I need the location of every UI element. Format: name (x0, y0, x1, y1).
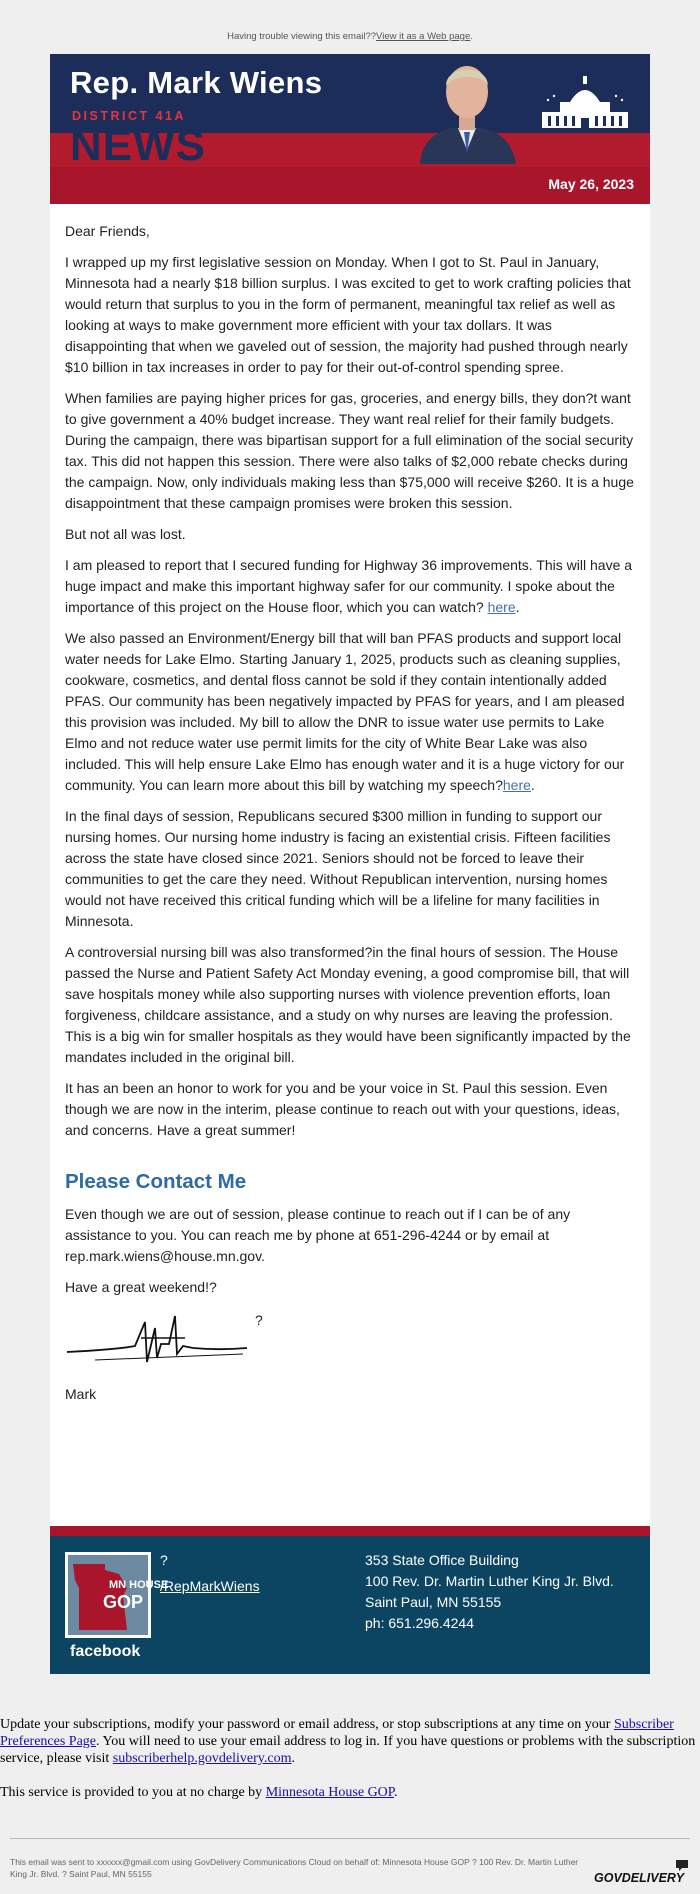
paragraph-surplus: I wrapped up my first legislative session on Monday. When I got to St. Paul in January, Minnesota had a nearly $18 billion surplus. I was excited to get to work crafting policies that would return that surplus to you in the form of permanent, meaningful tax relief as well as looking at ways to make government more efficient with your tax dollars. It was disappointing that when we gaveled out of session, the majority had pushed through nearly $10 billion in tax increases in order to pay for their out-of-control spending spree. (65, 254, 631, 375)
preheader (0, 31, 700, 42)
speech-video-link[interactable]: here (502, 777, 531, 793)
paragraph-not-lost: But not all was lost. (65, 526, 186, 542)
weekend-text: Have a great weekend!? (65, 1279, 217, 1295)
mn-house-gop-logo[interactable] (65, 1552, 169, 1662)
paragraph-taxes: When families are paying higher prices for gas, groceries, and energy bills, they don?t want to give government a 40% budget increase. They want real relief for their family budgets. During the campaign, there was bipartisan support for a full elimination of the social security tax. This did not happen this session. There were also talks of $2,000 rebate checks during the campaign. Now, only individuals making less than $75,000 will receive $260. It is a huge disappointment that these campaign promises were broken this session. (65, 390, 634, 511)
contact-heading: Please Contact Me (65, 1170, 247, 1193)
address-line: 100 Rev. Dr. Martin Luther King Jr. Blvd. (365, 1573, 614, 1589)
subscriber-help-link[interactable]: subscriberhelp.govdelivery.com (112, 1751, 292, 1766)
office-address (365, 1550, 614, 1634)
highway-video-link[interactable]: here (487, 599, 516, 615)
preheader-period: . (470, 31, 473, 42)
paragraph-highway: I am pleased to report that I secured funding for Highway 36 improvements. This will have a huge impact and make this important highway safer for our community. I spoke about the importance of this project on the House floor, which you can watch? here. (65, 557, 633, 615)
view-web-link[interactable]: View it as a Web page (376, 31, 471, 42)
facebook-page-link[interactable]: /RepMarkWiens (160, 1578, 260, 1594)
newsletter-date: May 26, 2023 (548, 176, 634, 192)
handwritten-signature (65, 1308, 250, 1372)
paragraph-nursing-bill: A controversial nursing bill was also transformed?in the final hours of session. The House passed the Nurse and Patient Safety Act Monday evening, a good compromise bill, that will save hospitals money while also supporting nurses with violence prevention efforts, loan forgiveness, childcare assistance, and a study on why nurses are leaving the profession. This is a big win for smaller hospitals as they would have been significantly impacted by the mandates included in the original bill. (65, 944, 631, 1065)
phone-line: ph: 651.296.4244 (365, 1615, 474, 1631)
preheader-text: Having trouble viewing this email?? (227, 31, 377, 42)
address-line: 353 State Office Building (365, 1552, 519, 1568)
service-paragraph: This service is provided to you at no charge by Minnesota House GOP. (0, 1785, 398, 1800)
representative-portrait (412, 54, 522, 164)
district-label: DISTRICT 41A (72, 109, 187, 123)
footer-placeholder: ? (160, 1552, 168, 1568)
logo-text-gop: GOP (103, 1592, 144, 1612)
greeting: Dear Friends, (65, 223, 150, 239)
minnesota-house-gop-link[interactable]: Minnesota House GOP (265, 1785, 395, 1800)
legal-notice: This email was sent to xxxxxx@gmail.com using GovDelivery Communications Cloud on behalf of: Minnesota House GOP ? 100 Rev. Dr. Martin Luther King Jr. Blvd. ? Saint Paul, MN 55155 (10, 1857, 579, 1879)
subscription-paragraph: Update your subscriptions, modify your password or email address, or stop subscriptions at any time on your Subscriber Preferences Page. You will need to use your email address to log in. If you have questions or problems with the subscription service, please visit subscriberhelp.govdelivery.com. (0, 1717, 696, 1766)
contact-text: Even though we are out of session, please continue to reach out if I can be of any assistance to you. You can reach me by phone at 651-296-4244 or by email at rep.mark.wiens@house.mn.gov. (65, 1206, 571, 1264)
facebook-wordmark: facebook (70, 1643, 141, 1660)
govdelivery-logo[interactable] (594, 1858, 690, 1886)
subscription-info (0, 1716, 700, 1818)
logo-text-house: MN HOUSE (109, 1579, 169, 1591)
signoff-name: Mark (65, 1386, 97, 1402)
paragraph-pfas: We also passed an Environment/Energy bill that will ban PFAS products and support local water needs for Lake Elmo. Starting January 1, 2025, products such as cleaning supplies, cookware, cosmetics, and dental floss cannot be sold if they contain intentionally added PFAS. Our community has been negatively impacted by PFAS for years, and I am pleased this provision was included. My bill to allow the DNR to issue water use permits to Lake Elmo and not reduce water use permit limits for the city of White Bear Lake was also included. This will help ensure Lake Elmo has enough water and it is a huge victory for our community. You can learn more about this bill by watching my speech?here. (65, 630, 625, 793)
newsletter-header (50, 54, 650, 204)
divider (10, 1838, 690, 1839)
newsletter-body (50, 204, 650, 1526)
signature-placeholder: ? (255, 1312, 263, 1328)
rep-name: Rep. Mark Wiens (70, 65, 323, 100)
body-content (65, 221, 635, 1415)
signature-row (65, 1308, 635, 1372)
paragraph-closing: It has an been an honor to work for you and be your voice in St. Paul this session. Even though we are now in the interim, please continue to reach out with your questions, ideas, and concerns. Have a great summer! (65, 1080, 620, 1138)
newsletter-footer (50, 1526, 650, 1674)
subscriber-preferences-link[interactable]: Subscriber Preferences Page (0, 1717, 674, 1749)
news-wordmark: NEWS (70, 121, 206, 170)
address-line: Saint Paul, MN 55155 (365, 1594, 502, 1610)
govdelivery-wordmark: GOVDELIVERY (594, 1871, 685, 1885)
capitol-building-icon (540, 72, 630, 132)
paragraph-nursing-homes: In the final days of session, Republicans secured $300 million in funding to support our nursing homes. Our nursing home industry is facing an existential crisis. Fifteen facilities across the state have closed since 2021. Seniors should not be forced to leave their communities to get the care they need. Without Republican intervention, nursing homes would not have received this critical funding which will be a lifeline for many facilities in Minnesota. (65, 808, 611, 929)
